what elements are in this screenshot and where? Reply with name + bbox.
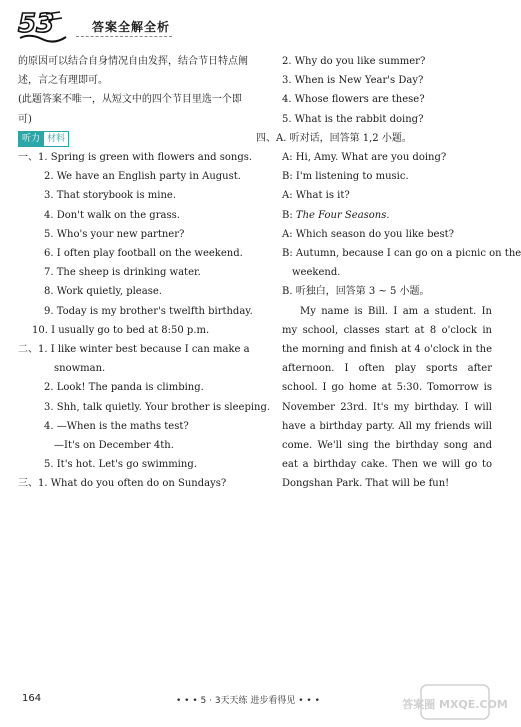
answer-line: 8. Work quietly, please.	[44, 286, 162, 298]
answer-line: 4. —When is the maths test?	[44, 420, 189, 432]
intro-line: (此题答案不唯一，从短文中的四个节目里选一个即	[18, 94, 242, 106]
tag-listening: 听力	[18, 131, 44, 147]
answer-line: 10. I usually go to bed at 8:50 p.m.	[32, 324, 210, 336]
dialogue-line: B: Autumn, because I can go on a picnic on the	[282, 248, 521, 260]
section-heading: B. 听独白，回答第 3 ~ 5 小题。	[282, 286, 430, 298]
answer-line: —It's on December 4th.	[54, 440, 174, 452]
answer-line: 3. That storybook is mine.	[44, 190, 176, 202]
header-title: 答案全解全析	[92, 20, 171, 34]
answer-line: 4. Whose flowers are these?	[282, 94, 425, 106]
answer-line: 3. Shh, talk quietly. Your brother is sleeping.	[44, 401, 271, 413]
tag-material: 材料	[44, 131, 69, 147]
section-heading: 四、A. 听对话，回答第 1,2 小题。	[256, 132, 412, 144]
left-column	[18, 52, 271, 494]
svg-text:53: 53	[18, 9, 55, 39]
answer-line: snowman.	[54, 363, 106, 375]
dialogue-line: B: I'm listening to music.	[282, 171, 409, 183]
dialogue-line: A: Hi, Amy. What are you doing?	[282, 152, 447, 164]
answer-line: 6. I often play football on the weekend.	[44, 248, 243, 260]
answer-line: 5. It's hot. Let's go swimming.	[44, 459, 197, 471]
answer-line: 2. Look! The panda is climbing.	[44, 382, 204, 394]
watermark-logo	[402, 684, 508, 720]
footer-slogan: • • • 5 · 3天天练 进步看得见 • • •	[176, 696, 320, 706]
dialogue-line: A: Which season do you like best?	[282, 228, 454, 240]
answer-line: 2. We have an English party in August.	[44, 171, 241, 183]
monologue-passage: My name is Bill. I am a student. In my school, classes start at 8 o'clock in the morning and finish at 4 o'clock in the afternoon. I often play sports after school. I go home at 5:30. Tomorrow is November 23rd. It's my birthday. I will have a birthday party. All my friends will come. We'll sing the birthday song and eat a birthday cake. Then we will go to Dongshan Park. That will be fun!	[282, 305, 492, 490]
intro-line: 的原因可以结合自身情况自由发挥，结合节日特点阐	[18, 56, 248, 67]
svg-text:答案圈 MXQE.COM: 答案圈 MXQE.COM	[402, 698, 508, 711]
answer-line: 3. When is New Year's Day?	[282, 75, 424, 87]
intro-line: 述，言之有理即可。	[18, 75, 108, 87]
page-number: 164	[22, 693, 42, 704]
punctuation: .	[386, 209, 390, 221]
listening-material-tag	[18, 131, 69, 147]
page-header	[16, 6, 486, 46]
answer-line: 三、1. What do you often do on Sundays?	[18, 478, 227, 490]
music-title: The Four Seasons	[295, 209, 387, 221]
answer-line: 9. Today is my brother's twelfth birthday.	[44, 305, 253, 317]
speaker-prefix: B:	[282, 209, 296, 221]
dialogue-line: A: What is it?	[282, 190, 350, 202]
answer-line: 2. Why do you like summer?	[282, 56, 426, 67]
answer-line: 5. What is the rabbit doing?	[282, 113, 424, 125]
right-column	[256, 52, 521, 494]
dialogue-line	[256, 206, 492, 225]
answer-line: 一、1. Spring is green with flowers and songs.	[18, 152, 253, 164]
header-rule	[76, 36, 172, 37]
answer-line: 5. Who's your new partner?	[44, 228, 185, 240]
dialogue-line: weekend.	[292, 267, 341, 279]
answer-line: 4. Don't walk on the grass.	[44, 209, 180, 221]
answer-line: 二、1. I like winter best because I can make a	[18, 344, 250, 356]
answer-line: 7. The sheep is drinking water.	[44, 267, 201, 279]
brand-logo	[16, 6, 74, 44]
intro-line: 可)	[18, 113, 32, 125]
